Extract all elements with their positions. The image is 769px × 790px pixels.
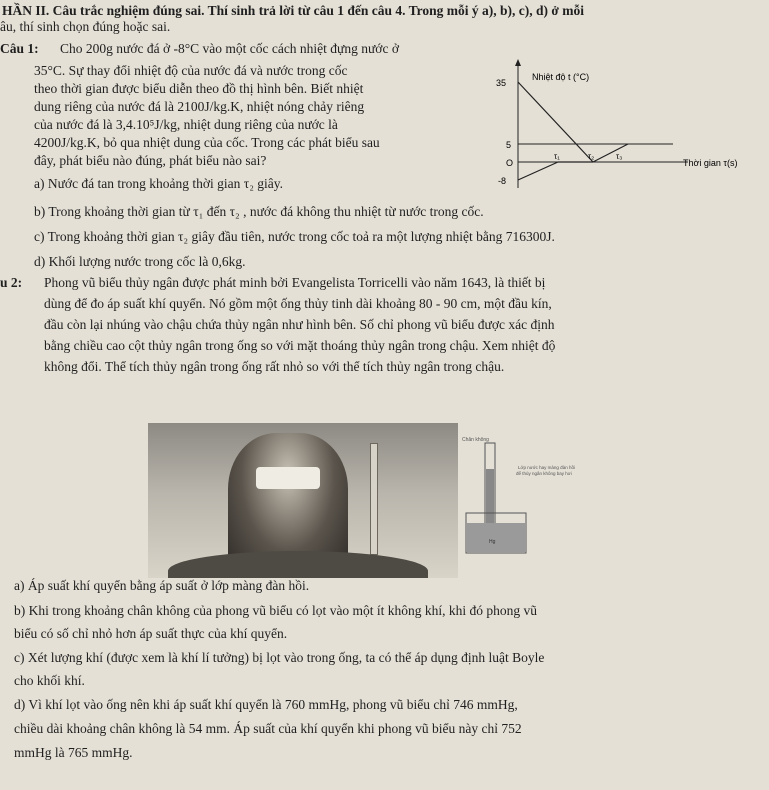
q2-line-2: dùng để đo áp suất khí quyển. Nó gồm một ống thủy tinh dài khoảng 80 - 90 cm, một đầu kín, xyxy=(44,296,552,311)
q1-statement-a: a) Nước đá tan trong khoảng thời gian τ₂ giây. xyxy=(34,176,284,191)
q1-statement-b: b) Trong khoảng thời gian từ τ₁ đến τ₂ , nước đá không thu nhiệt từ nước trong cốc. xyxy=(34,204,484,219)
y-axis-label: Nhiệt độ t (°C) xyxy=(532,72,590,82)
q2-statement-b: b) Khi trong khoảng chân không của phong vũ biểu có lọt vào một ít không khí, khi đó phong vũ xyxy=(14,603,538,618)
q1-number: Câu 1: xyxy=(0,41,39,56)
vacuum-label: Chân không xyxy=(462,437,489,443)
tau1-label: τ₁ xyxy=(554,152,560,161)
q1-line-5: của nước đá là 3,4.10⁵J/kg, nhiệt dung riêng của nước là xyxy=(34,117,338,132)
q2-line-1: Phong vũ biểu thủy ngân được phát minh bởi Evangelista Torricelli vào năm 1643, là thiết bị xyxy=(44,275,546,290)
q2-statement-a: a) Áp suất khí quyển bằng áp suất ở lớp màng đàn hồi. xyxy=(14,578,310,593)
tick-5: 5 xyxy=(506,140,512,150)
ice-warming-line xyxy=(518,162,558,180)
q1-line-2: 35°C. Sự thay đổi nhiệt độ của nước đá và nước trong cốc xyxy=(34,63,348,78)
tick-neg8: -8 xyxy=(498,176,507,186)
q2-statement-c: c) Xét lượng khí (được xem là khí lí tưởng) bị lọt vào trong ống, ta có thể áp dụng định luật Boyle xyxy=(14,650,545,665)
tick-origin: O xyxy=(506,158,514,168)
meltwater-warming-line xyxy=(593,144,628,162)
temperature-graph xyxy=(488,58,768,198)
tick-35: 35 xyxy=(496,78,507,88)
layer-label: Lớp nước hay màng đàn hồi xyxy=(518,465,575,470)
q2-line-5: không đổi. Thể tích thủy ngân trong ống rất nhỏ so với thể tích thủy ngân trong chậu. xyxy=(44,359,505,374)
q2-statement-d: d) Vì khí lọt vào ống nên khi áp suất khí quyển là 760 mmHg, phong vũ biểu chỉ 746 mmHg, xyxy=(14,697,518,712)
layer-label-2: để thủy ngân không bay hơi xyxy=(516,471,572,476)
q1-line-1: Cho 200g nước đá ở -8°C vào một cốc cách nhiệt đựng nước ở xyxy=(60,41,399,56)
tau3-label: τ₃ xyxy=(616,152,623,161)
q1-line-7: đây, phát biểu nào đúng, phát biểu nào sai? xyxy=(34,153,267,168)
part-subtitle: âu, thí sinh chọn đúng hoặc sai. xyxy=(0,19,171,34)
x-axis-label: Thời gian τ(s) xyxy=(683,158,738,168)
hg-label: Hg xyxy=(489,539,496,545)
q1-statement-c: c) Trong khoảng thời gian τ₂ giây đầu tiên, nước trong cốc toả ra một lượng nhiệt bằng 716300J. xyxy=(34,229,555,244)
q1-statement-d: d) Khối lượng nước trong cốc là 0,6kg. xyxy=(34,254,246,269)
q1-line-3: theo thời gian được biểu diễn theo đồ thị hình bên. Biết nhiệt xyxy=(34,81,364,96)
q2-statement-d-end: mmHg là 765 mmHg. xyxy=(14,745,133,760)
q2-line-4: bằng chiều cao cột thủy ngân trong ống so với mặt thoáng thủy ngân trong chậu. Xem nhiệt độ xyxy=(44,338,556,353)
q1-line-6: 4200J/kg.K, bỏ qua nhiệt dung của cốc. Trong các phát biểu sau xyxy=(34,135,380,150)
barometer-diagram xyxy=(458,425,608,575)
part-title: HẦN II. Câu trắc nghiệm đúng sai. Thí sinh trả lời từ câu 1 đến câu 4. Trong mỗi ý a), b), c), d) ở mỗi xyxy=(2,3,584,18)
q2-line-3: đầu còn lại nhúng vào chậu chứa thủy ngân như hình bên. Số chỉ phong vũ biểu được xác định xyxy=(44,317,555,332)
q1-line-4: dung riêng của nước đá là 2100J/kg.K, nhiệt nóng chảy riêng xyxy=(34,99,365,114)
q2-number: u 2: xyxy=(0,275,23,290)
y-axis-arrow xyxy=(515,59,521,66)
q2-statement-b-cont: biểu có số chỉ nhỏ hơn áp suất thực của khí quyển. xyxy=(14,626,288,641)
water-cooling-line xyxy=(518,82,593,162)
mercury-pool xyxy=(467,523,525,552)
q2-statement-c-cont: cho khối khí. xyxy=(14,673,85,688)
q2-statement-d-cont: chiều dài khoảng chân không là 54 mm. Áp suất của khí quyển khi phong vũ biểu này chỉ 752 xyxy=(14,721,522,736)
torricelli-portrait xyxy=(148,423,458,578)
tau2-label: τ₂ xyxy=(588,152,595,161)
